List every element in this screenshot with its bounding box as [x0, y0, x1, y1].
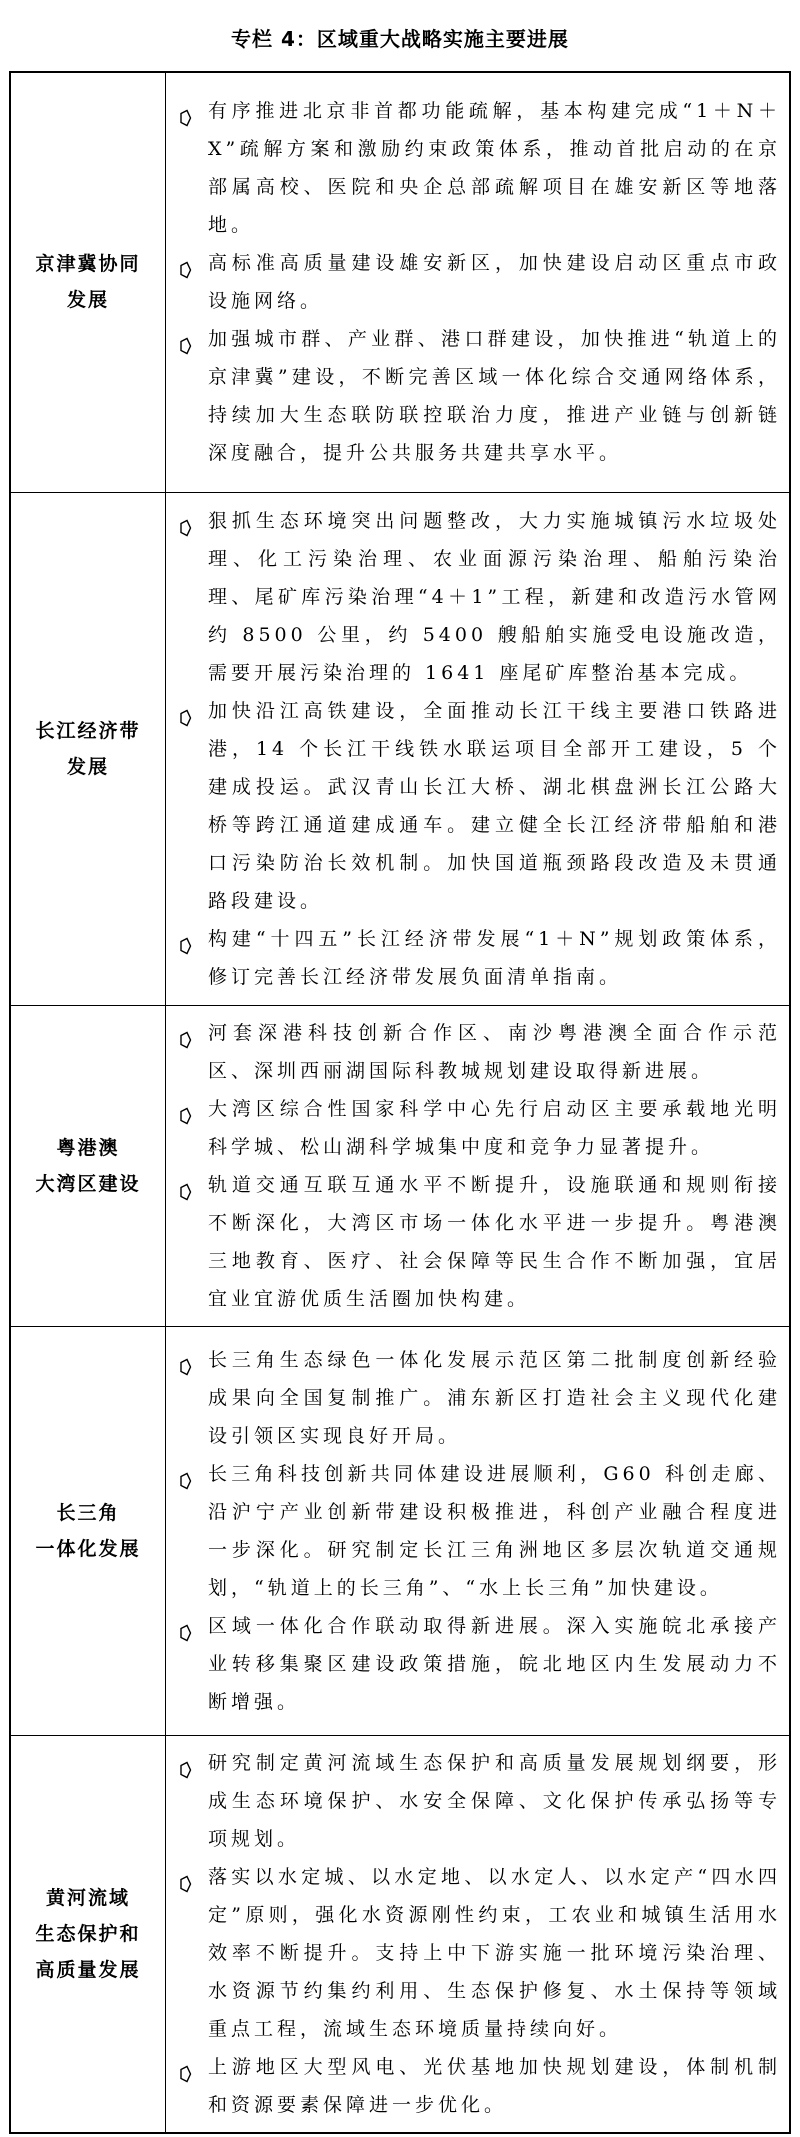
row-header-yangtze-delta: 长三角 一体化发展 [10, 1326, 166, 1735]
table-row [10, 1005, 790, 1326]
diamond-bullet-icon [178, 1465, 192, 1483]
progress-item-text: 区域一体化合作联动取得新进展。深入实施皖北承接产业转移集聚区建设政策措施，皖北地区内生发展动力不断增强。 [208, 1614, 781, 1713]
progress-list [166, 502, 781, 996]
progress-item [166, 244, 781, 320]
progress-item-text: 轨道交通互联互通水平不断提升，设施联通和规则衔接不断深化，大湾区市场一体化水平进一步提升。粤港澳三地教育、医疗、社会保障等民生合作不断加强，宜居宜业宜游优质生活圈加快构建。 [208, 1173, 781, 1310]
diamond-bullet-icon [178, 512, 192, 530]
progress-item [166, 1607, 781, 1721]
diamond-bullet-icon [178, 1868, 192, 1886]
progress-item-text: 研究制定黄河流域生态保护和高质量发展规划纲要，形成生态环境保护、水安全保障、文化保护传承弘扬等专项规划。 [208, 1751, 781, 1850]
progress-item-text: 狠抓生态环境突出问题整改，大力实施城镇污水垃圾处理、化工污染治理、农业面源污染治理、船舶污染治理、尾矿库污染治理“4＋1”工程，新建和改造污水管网约 8500 公里，约 5400 艘船舶实施受电设施改造，需要开展污染治理的 1641 座尾矿库整治基本完成。 [208, 509, 781, 684]
progress-list [166, 1744, 781, 2124]
diamond-bullet-icon [178, 930, 192, 948]
row-content-yangtze-delta [166, 1326, 791, 1735]
row-header-yellow-river: 黄河流域 生态保护和 高质量发展 [10, 1735, 166, 2133]
diamond-bullet-icon [178, 1100, 192, 1118]
progress-item [166, 502, 781, 692]
progress-item-text: 大湾区综合性国家科学中心先行启动区主要承载地光明科学城、松山湖科学城集中度和竞争力显著提升。 [208, 1097, 781, 1158]
row-header-greater-bay-area: 粤港澳 大湾区建设 [10, 1005, 166, 1326]
table-row [10, 492, 790, 1005]
diamond-bullet-icon [178, 102, 192, 120]
progress-item [166, 2048, 781, 2124]
progress-item [166, 92, 781, 244]
progress-item [166, 1014, 781, 1090]
row-content-jingjinji [166, 72, 791, 492]
progress-item [166, 1166, 781, 1318]
table-row [10, 72, 790, 492]
progress-item-text: 有序推进北京非首都功能疏解，基本构建完成“1＋N＋X”疏解方案和激励约束政策体系，推动首批启动的在京部属高校、医院和央企总部疏解项目在雄安新区等地落地。 [208, 100, 781, 237]
progress-item [166, 1455, 781, 1607]
progress-item [166, 1341, 781, 1455]
progress-item-text: 长三角生态绿色一体化发展示范区第二批制度创新经验成果向全国复制推广。浦东新区打造社会主义现代化建设引领区实现良好开局。 [208, 1348, 781, 1447]
diamond-bullet-icon [178, 702, 192, 720]
progress-item [166, 920, 781, 996]
progress-item [166, 692, 781, 920]
progress-item-text: 落实以水定城、以水定地、以水定人、以水定产“四水四定”原则，强化水资源刚性约束，工农业和城镇生活用水效率不断提升。支持上中下游实施一批环境污染治理、水资源节约集约利用、生态保护修复、水土保持等领域重点工程，流域生态环境质量持续向好。 [208, 1865, 781, 2040]
progress-item [166, 1858, 781, 2048]
row-header-yangtze-economic-belt: 长江经济带 发展 [10, 492, 166, 1005]
progress-item-text: 加快沿江高铁建设，全面推动长江干线主要港口铁路进港，14 个长江干线铁水联运项目全部开工建设，5 个建成投运。武汉青山长江大桥、湖北棋盘洲长江公路大桥等跨江通道建成通车。建立健全长江经济带船舶和港口污染防治长效机制。加快国道瓶颈路段改造及未贯通路段建设。 [208, 699, 781, 912]
progress-item [166, 1090, 781, 1166]
progress-item-text: 长三角科技创新共同体建设进展顺利，G60 科创走廊、沿沪宁产业创新带建设积极推进，科创产业融合程度进一步深化。研究制定长江三角洲地区多层次轨道交通规划，“轨道上的长三角”、“水上长三角”加快建设。 [208, 1462, 781, 1599]
progress-item-text: 构建“十四五”长江经济带发展“1＋N”规划政策体系，修订完善长江经济带发展负面清单指南。 [208, 927, 781, 988]
diamond-bullet-icon [178, 254, 192, 272]
strategy-table [9, 71, 791, 2134]
progress-item-text: 加强城市群、产业群、港口群建设，加快推进“轨道上的京津冀”建设，不断完善区域一体化综合交通网络体系，持续加大生态联防联控联治力度，推进产业链与创新链深度融合，提升公共服务共建共享水平。 [208, 328, 781, 465]
diamond-bullet-icon [178, 1024, 192, 1042]
diamond-bullet-icon [178, 1351, 192, 1369]
diamond-bullet-icon [178, 1176, 192, 1194]
diamond-bullet-icon [178, 330, 192, 348]
diamond-bullet-icon [178, 1754, 192, 1772]
strategy-table-body [10, 72, 790, 2133]
progress-item-text: 河套深港科技创新合作区、南沙粤港澳全面合作示范区、深圳西丽湖国际科教城规划建设取得新进展。 [208, 1021, 781, 1082]
row-content-yellow-river [166, 1735, 791, 2133]
page-title: 专栏 4：区域重大战略实施主要进展 [231, 27, 569, 51]
row-content-greater-bay-area [166, 1005, 791, 1326]
progress-list [166, 1341, 781, 1721]
row-header-jingjinji: 京津冀协同 发展 [10, 72, 166, 492]
table-row [10, 1326, 790, 1735]
progress-item [166, 320, 781, 472]
progress-list [166, 1014, 781, 1318]
progress-list [166, 92, 781, 472]
progress-item-text: 高标准高质量建设雄安新区，加快建设启动区重点市政设施网络。 [208, 252, 781, 313]
diamond-bullet-icon [178, 1617, 192, 1635]
row-content-yangtze-economic-belt [166, 492, 791, 1005]
table-row [10, 1735, 790, 2133]
progress-item [166, 1744, 781, 1858]
diamond-bullet-icon [178, 2058, 192, 2076]
progress-item-text: 上游地区大型风电、光伏基地加快规划建设，体制机制和资源要素保障进一步优化。 [208, 2055, 781, 2116]
